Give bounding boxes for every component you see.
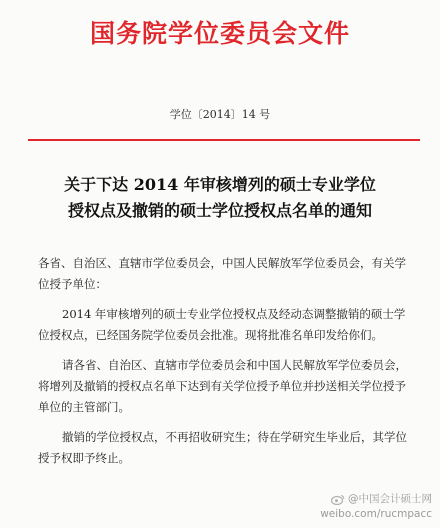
paragraph-1: 2014 年审核增列的硕士专业学位授权点及经动态调整撤销的硕士学位授权点，已经国务院学位委员会批准。现将批准名单印发给你们。 (38, 307, 406, 342)
document-number: 学位〔2014〕14 号 (169, 108, 271, 121)
notice-body (38, 253, 416, 478)
notice-title (0, 172, 440, 224)
paragraph-3: 撤销的学位授权点，不再招收研究生；待在学研究生毕业后，其学位授予权即予终止。 (38, 430, 407, 465)
masthead-title: 国务院学位委员会文件 (89, 19, 350, 48)
weibo-icon (331, 494, 345, 505)
notice-title-line-1: 关于下达 2014 年审核增列的硕士专业学位 (64, 175, 376, 194)
notice-title-line-2: 授权点及撤销的硕士学位授权点名单的通知 (67, 201, 372, 220)
weibo-watermark (320, 492, 432, 522)
salutation: 各省、自治区、直辖市学位委员会，中国人民解放军学位委员会，有关学位授予单位： (38, 256, 406, 291)
red-divider (28, 139, 420, 141)
paragraph-2: 请各省、自治区、直辖市学位委员会和中国人民解放军学位委员会，将增列及撤销的授权点名单下达到有关学位授予单位并抄送相关学位授予单位的主管部门。 (38, 358, 407, 414)
weibo-url: weibo.com/rucmpacc (320, 508, 432, 520)
weibo-account: @中国会计硕士网 (348, 493, 432, 505)
